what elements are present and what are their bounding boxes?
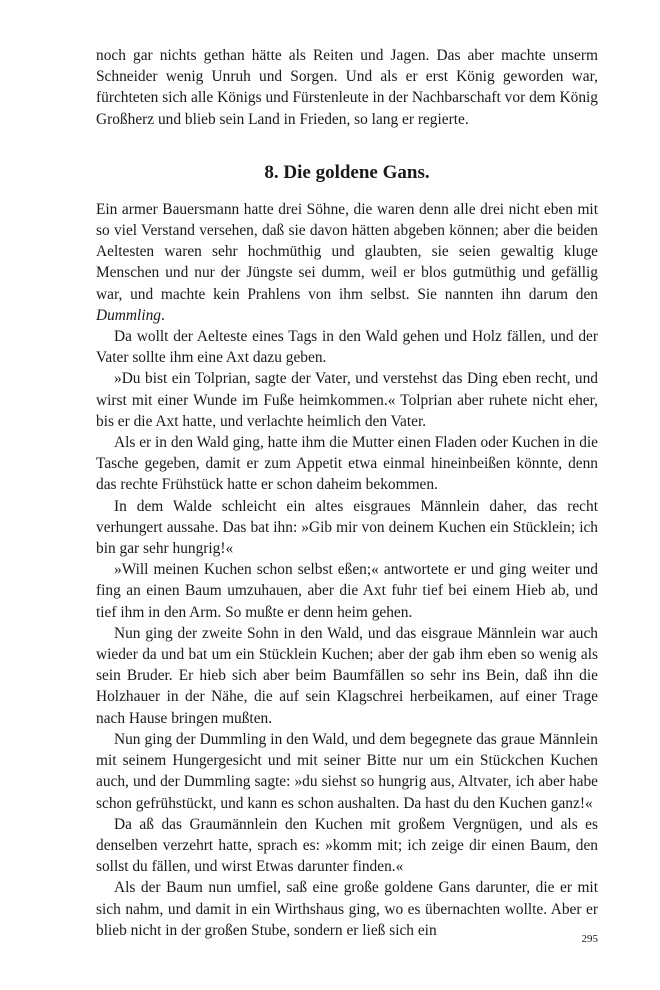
dummling-emphasis: Dummling bbox=[96, 306, 161, 324]
story-paragraph-5: In dem Walde schleicht ein altes eisgraues Männlein daher, das recht verhungert aussahe. Das bat ihn: »Gib mir von deinem Kuchen ein Stücklein; ich bin gar sehr hungrig!« bbox=[96, 497, 598, 558]
page-number: 295 bbox=[581, 933, 598, 945]
story-paragraph-6: »Will meinen Kuchen schon selbst eßen;« antwortete er und ging weiter und fing an einen Baum umzuhauen, aber die Axt fuhr tief bei einem Hieb ab, und tief ihm in den Arm. So mußte er denn heim gehen. bbox=[96, 561, 598, 621]
story-paragraph-1-end: . bbox=[160, 306, 165, 324]
story-paragraph-3: »Du bist ein Tolprian, sagte der Vater, und verstehst das Ding eben recht, und wirst mit einer Wunde im Fuße heimkommen.« Tolprian aber ruhete nicht eher, bis er die Axt hatte, und verlachte heimlich den Vater. bbox=[96, 370, 598, 430]
story-paragraph-1 bbox=[96, 199, 598, 326]
story-paragraph-2: Da wollt der Aelteste eines Tags in den Wald gehen und Holz fällen, und der Vater sollte ihm eine Axt dazu geben. bbox=[96, 328, 598, 367]
story-paragraph-1-text: Ein armer Bauersmann hatte drei Söhne, die waren denn alle drei nicht eben mit so viel Verstand versehen, daß sie davon hätten abgeben können; aber die beiden Aeltesten waren sehr hochmüthig und glaubten, sie seien gewaltig kluge Menschen und nur der Jüngste sei dumm, weil er blos gutmüthig und gefällig war, und machte kein Prahlens von ihm selbst. Sie nannten ihn darum den bbox=[96, 200, 598, 303]
intro-paragraph: noch gar nichts gethan hätte als Reiten und Jagen. Das aber machte unserm Schneider wenig Unruh und Sorgen. Und als er erst König geworden war, fürchteten sich alle Königs und Fürstenleute in der Nachbarschaft vor dem König Großherz und blieb sein Land in Frieden, so lang er regierte. bbox=[96, 47, 598, 128]
book-page bbox=[96, 45, 598, 941]
story-paragraph-10: Als der Baum nun umfiel, saß eine große goldene Gans darunter, die er mit sich nahm, und damit in ein Wirthshaus ging, wo es übernachten wollte. Aber er blieb nicht in der großen Stube, sondern er ließ sich ein bbox=[96, 879, 598, 939]
story-paragraph-9: Da aß das Graumännlein den Kuchen mit großem Vergnügen, und als es denselben verzehrt hatte, sprach es: »komm mit; ich zeige dir einen Baum, den sollst du fällen, und wirst Etwas darunter finden.« bbox=[96, 815, 598, 876]
story-paragraph-4: Als er in den Wald ging, hatte ihm die Mutter einen Fladen oder Kuchen in die Tasche gegeben, damit er zum Appetit etwa einmal hineinbeißen könnte, denn das rechte Frühstück hatte er schon daheim bekommen. bbox=[96, 434, 599, 494]
chapter-heading: 8. Die goldene Gans. bbox=[264, 161, 430, 183]
story-paragraph-8: Nun ging der Dummling in den Wald, und dem begegnete das graue Männlein mit seinem Hungergesicht und mit seiner Bitte nur um ein Stückchen Kuchen auch, und der Dummling sagte: »du siehst so hungrig aus, Altvater, ich aber habe schon gefrühstückt, und kann es schon aushalten. Da hast du den Kuchen ganz!« bbox=[96, 730, 598, 812]
page-text bbox=[96, 45, 598, 941]
story-paragraph-7: Nun ging der zweite Sohn in den Wald, und das eisgraue Männlein war auch wieder da und bat um ein Stücklein Kuchen; aber der gab ihm eben so wenig als sein Bruder. Er hieb sich aber beim Baumfällen so sehr ins Bein, daß ihn die Holzhauer in der Nähe, die auf sein Klagschrei herbeikamen, auf einer Trage nach Hause bringen mußten. bbox=[96, 624, 598, 727]
